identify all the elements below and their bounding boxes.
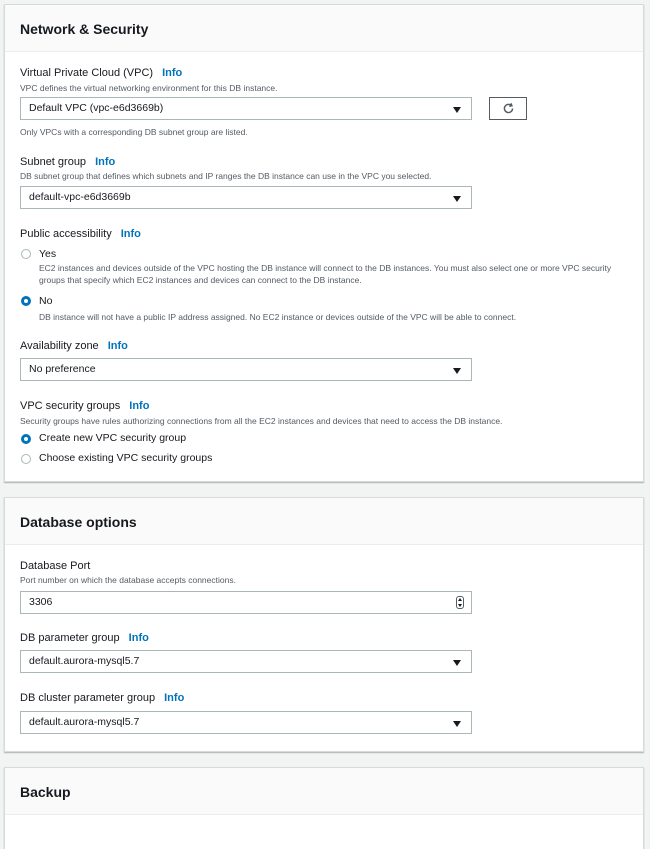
vpc-hint: Only VPCs with a corresponding DB subnet group are listed. <box>20 127 248 137</box>
db-parameter-group-info-link[interactable]: Info <box>128 632 149 644</box>
chevron-down-icon <box>453 660 461 666</box>
database-port-label: Database Port <box>20 560 91 572</box>
network-security-panel <box>4 4 644 482</box>
chevron-down-icon <box>453 368 461 374</box>
vpc-label-row <box>20 67 182 79</box>
backup-title: Backup <box>5 768 643 815</box>
public-access-yes-radio[interactable] <box>21 249 31 259</box>
vpc-select[interactable] <box>20 97 472 120</box>
subnet-group-label-row <box>20 156 115 168</box>
stepper-arrows-icon[interactable] <box>456 596 464 609</box>
vpc-select-value: Default VPC (vpc-e6d3669b) <box>29 102 164 114</box>
vpc-security-groups-info-link[interactable]: Info <box>129 400 150 412</box>
vpc-security-groups-label: VPC security groups <box>20 400 121 412</box>
public-accessibility-info-link[interactable]: Info <box>120 228 141 240</box>
availability-zone-info-link[interactable]: Info <box>107 340 128 352</box>
availability-zone-label: Availability zone <box>20 340 99 352</box>
database-port-description: Port number on which the database accepts connections. <box>20 575 236 585</box>
security-group-create-new-label[interactable]: Create new VPC security group <box>39 432 187 444</box>
database-options-panel <box>4 497 644 752</box>
chevron-down-icon <box>453 196 461 202</box>
db-cluster-parameter-group-label: DB cluster parameter group <box>20 692 156 704</box>
public-access-no-radio[interactable] <box>21 296 31 306</box>
public-access-no-label[interactable]: No <box>39 295 53 307</box>
db-parameter-group-value: default.aurora-mysql5.7 <box>29 655 140 667</box>
db-cluster-parameter-group-label-row <box>20 692 184 704</box>
public-accessibility-label-row <box>20 228 141 240</box>
vpc-security-groups-label-row <box>20 400 149 412</box>
refresh-icon <box>502 102 515 115</box>
public-access-yes-description: EC2 instances and devices outside of the VPC hosting the DB instance will connect to the DB instances. You must also select one or more VPC security groups that specify which EC2 instances and devices can connect to the DB instance. <box>39 263 612 285</box>
vpc-description: VPC defines the virtual networking environment for this DB instance. <box>20 83 278 93</box>
vpc-security-groups-description: Security groups have rules authorizing connections from all the EC2 instances and devices that need to access the DB instance. <box>20 416 503 426</box>
database-port-input[interactable] <box>20 591 472 614</box>
vpc-refresh-button[interactable] <box>489 97 527 120</box>
db-parameter-group-label: DB parameter group <box>20 632 120 644</box>
backup-panel <box>4 767 644 849</box>
subnet-group-select[interactable] <box>20 186 472 209</box>
chevron-down-icon <box>453 107 461 113</box>
chevron-down-icon <box>453 721 461 727</box>
db-parameter-group-select[interactable] <box>20 650 472 673</box>
availability-zone-select[interactable] <box>20 358 472 381</box>
public-access-no-description: DB instance will not have a public IP address assigned. No EC2 instance or devices outside of the VPC will be able to connect. <box>39 312 517 322</box>
public-accessibility-label: Public accessibility <box>20 228 112 240</box>
availability-zone-label-row <box>20 340 128 352</box>
db-parameter-group-label-row <box>20 632 149 644</box>
db-cluster-parameter-group-select[interactable] <box>20 711 472 734</box>
vpc-label: Virtual Private Cloud (VPC) <box>20 67 154 79</box>
public-access-yes-label[interactable]: Yes <box>39 248 57 260</box>
security-group-choose-existing-label[interactable]: Choose existing VPC security groups <box>39 452 213 464</box>
database-options-title: Database options <box>5 498 643 545</box>
availability-zone-select-value: No preference <box>29 363 96 375</box>
database-port-value: 3306 <box>29 596 53 608</box>
vpc-info-link[interactable]: Info <box>162 67 183 79</box>
subnet-group-description: DB subnet group that defines which subnets and IP ranges the DB instance can use in the VPC you selected. <box>20 171 432 181</box>
subnet-group-info-link[interactable]: Info <box>95 156 116 168</box>
network-security-title: Network & Security <box>5 5 643 52</box>
subnet-group-select-value: default-vpc-e6d3669b <box>29 191 131 203</box>
security-group-choose-existing-radio[interactable] <box>21 454 31 464</box>
security-group-create-new-radio[interactable] <box>21 434 31 444</box>
db-cluster-parameter-group-value: default.aurora-mysql5.7 <box>29 716 140 728</box>
db-cluster-parameter-group-info-link[interactable]: Info <box>164 692 185 704</box>
subnet-group-label: Subnet group <box>20 156 87 168</box>
